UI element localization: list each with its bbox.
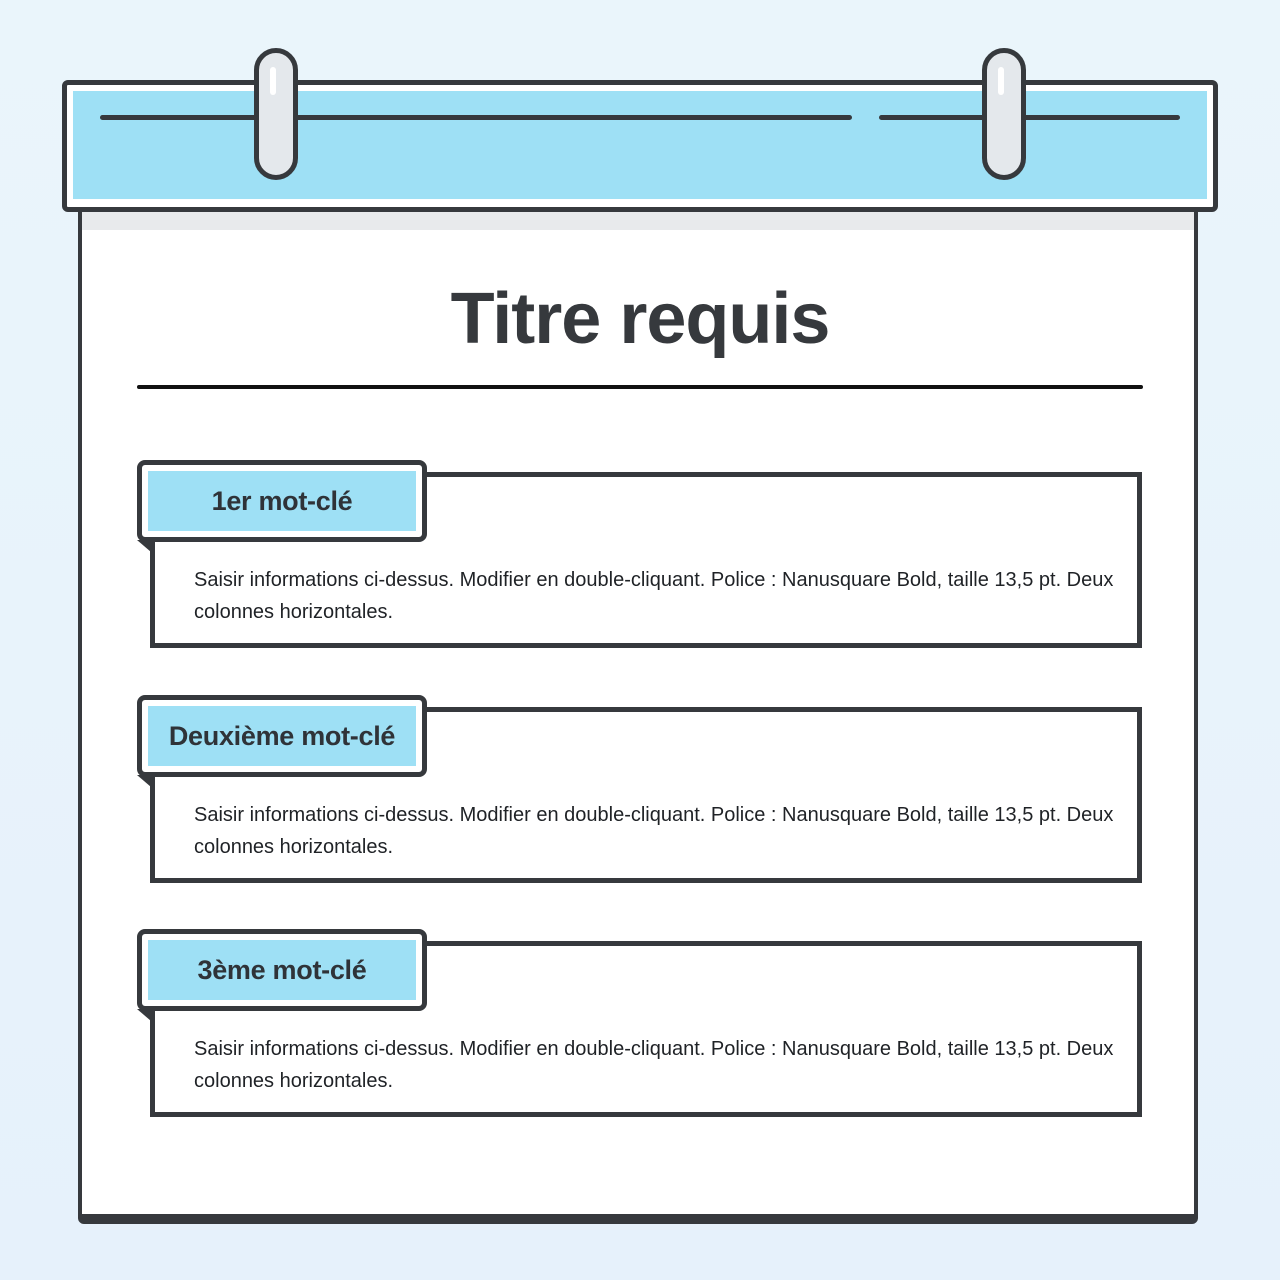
title-divider bbox=[137, 385, 1143, 389]
keyword-label[interactable]: 1er mot-clé bbox=[211, 485, 353, 516]
keyword-card-2 bbox=[150, 695, 1142, 883]
calendar-header-bar bbox=[62, 80, 1218, 212]
keyword-label[interactable]: 3ème mot-clé bbox=[197, 954, 367, 985]
keyword-label[interactable]: Deuxième mot-clé bbox=[168, 720, 396, 751]
keyword-card-3 bbox=[150, 929, 1142, 1117]
paper-shadow bbox=[82, 212, 1194, 230]
keyword-tab bbox=[137, 695, 427, 777]
header-bar-fill bbox=[73, 91, 1207, 199]
keyword-tab bbox=[137, 929, 427, 1011]
header-line-right bbox=[879, 115, 1180, 120]
keyword-description[interactable]: Saisir informations ci-dessus. Modifier en double-cliquant. Police : Nanusquare Bold, taille 13,5 pt. Deux colonnes horizontales. bbox=[194, 1038, 1114, 1092]
binder-clip-right-icon bbox=[982, 48, 1026, 180]
keyword-card-1 bbox=[150, 460, 1142, 648]
keyword-tab bbox=[137, 460, 427, 542]
keyword-description[interactable]: Saisir informations ci-dessus. Modifier en double-cliquant. Police : Nanusquare Bold, taille 13,5 pt. Deux colonnes horizontales. bbox=[194, 804, 1114, 858]
binder-clip-left-icon bbox=[254, 48, 298, 180]
keyword-description[interactable]: Saisir informations ci-dessus. Modifier en double-cliquant. Police : Nanusquare Bold, taille 13,5 pt. Deux colonnes horizontales. bbox=[194, 569, 1114, 623]
header-line-left bbox=[100, 115, 852, 120]
page-title[interactable]: Titre requis bbox=[450, 279, 830, 359]
